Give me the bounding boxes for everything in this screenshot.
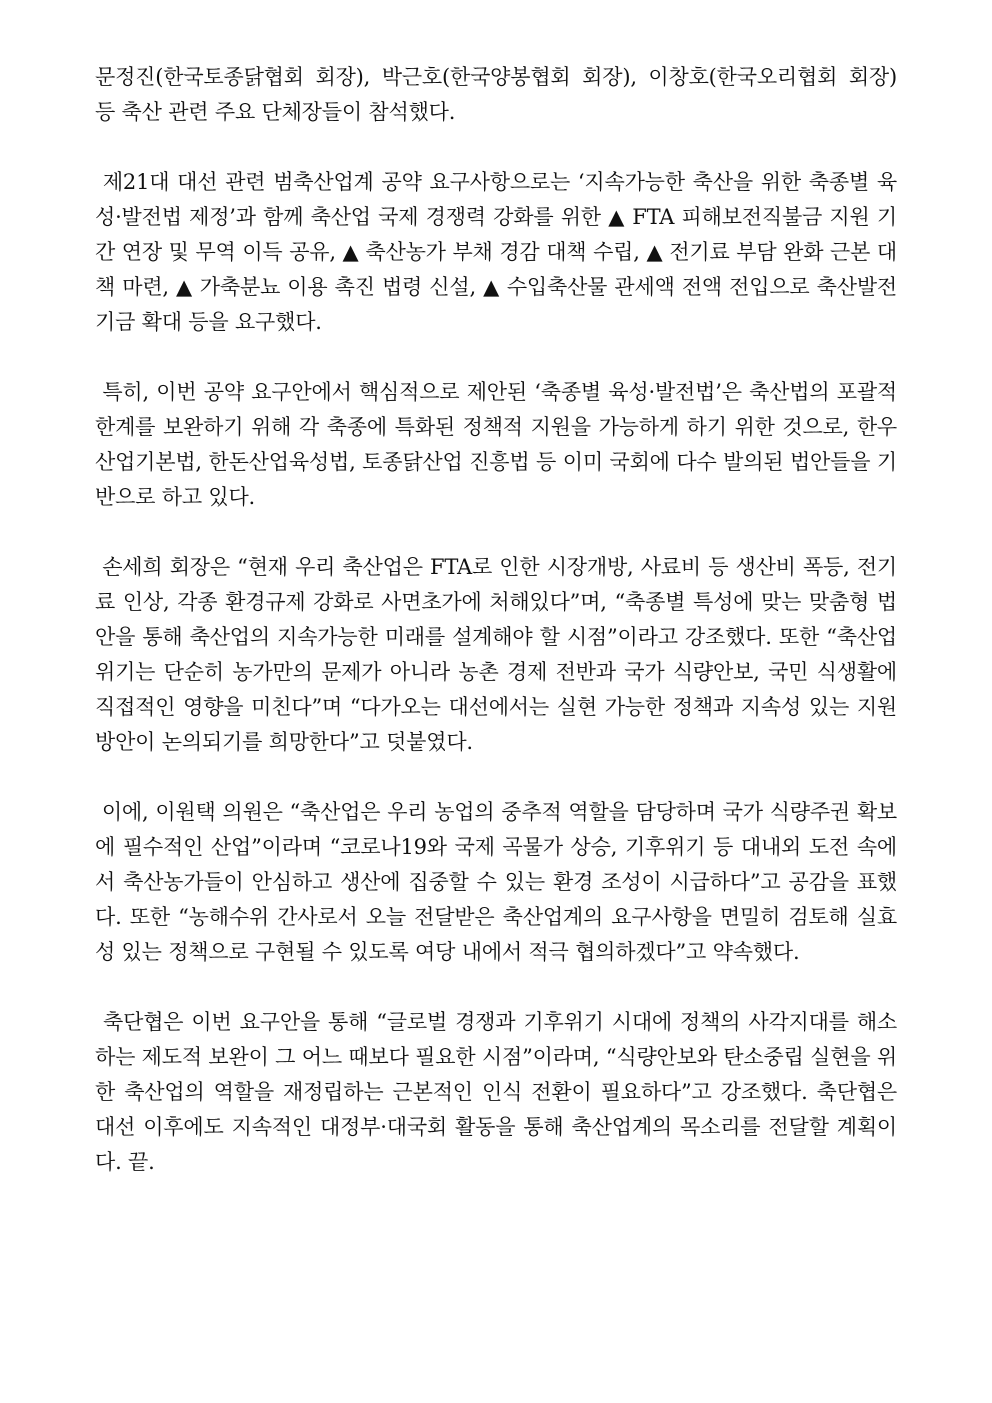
paragraph-lawmaker-remarks: 이에, 이원택 의원은 “축산업은 우리 농업의 중추적 역할을 담당하며 국가 식량주권 확보에 필수적인 산업”이라며 “코로나19와 국제 곡물가 상승, 기후위기 등 대내외 도전 속에서 축산농가들이 안심하고 생산에 집중할 수 있는 환경 조성이 시급하다”고 공감을 표했다. 또한 “농해수위 간사로서 오늘 전달받은 축산업계의 요구사항을 면밀히 검토해 실효성 있는 정책으로 구현될 수 있도록 여당 내에서 적극 협의하겠다”고 약속했다. (95, 800, 898, 964)
paragraph-chairman-remarks: 손세희 회장은 “현재 우리 축산업은 FTA로 인한 시장개방, 사료비 등 생산비 폭등, 전기료 인상, 각종 환경규제 강화로 사면초가에 처해있다”며, “축종별 특성에 맞는 맞춤형 법안을 통해 축산업의 지속가능한 미래를 설계해야 할 시점”이라고 강조했다. 또한 “축산업 위기는 단순히 농가만의 문제가 아니라 농촌 경제 전반과 국가 식량안보, 국민 식생활에 직접적인 영향을 미친다”며 “다가오는 대선에서는 실현 가능한 정책과 지속성 있는 지원 방안이 논의되기를 희망한다”고 덧붙였다. (95, 555, 897, 754)
paragraph-policy-demands: 제21대 대선 관련 범축산업계 공약 요구사항으로는 ‘지속가능한 축산을 위한 축종별 육성·발전법 제정’과 함께 축산업 국제 경쟁력 강화를 위한 ▲ FTA 피해보전직불금 지원 기간 연장 및 무역 이득 공유, ▲ 축산농가 부채 경감 대책 수립, ▲ 전기료 부담 완화 근본 대책 마련, ▲ 가축분뇨 이용 촉진 법령 신설, ▲ 수입축산물 관세액 전액 전입으로 축산발전기금 확대 등을 요구했다. (95, 170, 897, 334)
paragraph-livestock-act: 특히, 이번 공약 요구안에서 핵심적으로 제안된 ‘축종별 육성·발전법’은 축산법의 포괄적 한계를 보완하기 위해 각 축종에 특화된 정책적 지원을 가능하게 하기 위한 것으로, 한우산업기본법, 한돈산업육성법, 토종닭산업 진흥법 등 이미 국회에 다수 발의된 법안들을 기반으로 하고 있다. (95, 380, 897, 509)
paragraph-closing: 축단협은 이번 요구안을 통해 “글로벌 경쟁과 기후위기 시대에 정책의 사각지대를 해소하는 제도적 보완이 그 어느 때보다 필요한 시점”이라며, “식량안보와 탄소중립 실현을 위한 축산업의 역할을 재정립하는 근본적인 인식 전환이 필요하다”고 강조했다. 축단협은 대선 이후에도 지속적인 대정부·대국회 활동을 통해 축산업계의 목소리를 전달할 계획이다. 끝. (95, 1010, 897, 1174)
document-body (95, 60, 897, 1180)
paragraph-attendees: 문정진(한국토종닭협회 회장), 박근호(한국양봉협회 회장), 이창호(한국오리협회 회장) 등 축산 관련 주요 단체장들이 참석했다. (95, 65, 897, 124)
